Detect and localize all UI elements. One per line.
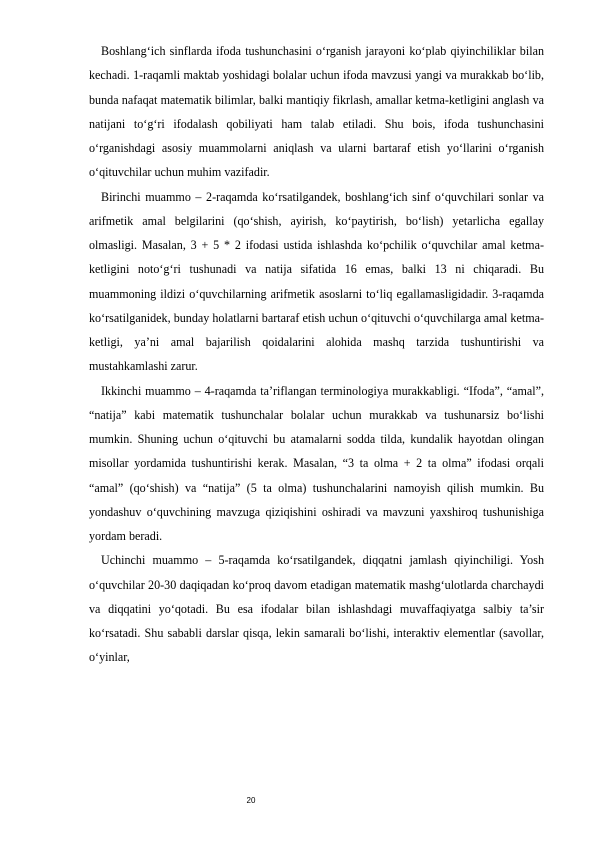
paragraph-second-problem: Ikkinchi muammo – 4-raqamda ta’riflangan terminologiya murakkabligi. “Ifoda”, “amal”, “natija” kabi matematik tushunchalar bolalar uchun murakkab va tushunarsiz bo‘lishi mumkin. Shuning uchun o‘qituvchi bu atamalarni sodda tilda, kundalik hayotdan olingan misollar yordamida tushuntirishi kerak. Masalan, “3 ta olma + 2 ta olma” ifodasi orqali “amal” (qo‘shish) va “natija” (5 ta olma) tushunchalarini namoyish qilish mumkin. Bu yondashuv o‘quvchining mavzuga qiziqishini oshiradi va mavzuni yaxshiroq tushunishiga yordam beradi. — [89, 383, 544, 543]
page-number: 20 — [246, 796, 256, 805]
paragraph-intro: Boshlang‘ich sinflarda ifoda tushunchasini o‘rganish jarayoni ko‘plab qiyinchiliklar bilan kechadi. 1-raqamli maktab yoshidagi bolalar uchun ifoda mavzusi yangi va murakkab bo‘lib, bunda nafaqat matematik bilimlar, balki mantiqiy fikrlash, amallar ketma-ketligini anglash va natijani to‘g‘ri ifodalash qobiliyati ham talab etiladi. Shu bois, ifoda tushunchasini o‘rganishdagi asosiy muammolarni aniqlash va ularni bartaraf etish yo‘llarini o‘rganish o‘qituvchilar uchun muhim vazifadir. — [89, 44, 544, 180]
paragraph-third-problem: Uchinchi muammo – 5-raqamda ko‘rsatilgandek, diqqatni jamlash qiyinchiligi. Yosh o‘quvchilar 20-30 daqiqadan ko‘proq davom etadigan matematik mashg‘ulotlarda charchaydi va diqqatini yo‘qotadi. Bu esa ifodalar bilan ishlashdagi muvaffaqiyatga salbiy ta’sir ko‘rsatadi. Shu sababli darslar qisqa, lekin samarali bo‘lishi, interaktiv elementlar (savollar, o‘yinlar, — [89, 553, 544, 665]
document-body — [89, 39, 544, 670]
paragraph-first-problem: Birinchi muammo – 2-raqamda ko‘rsatilgandek, boshlang‘ich sinf o‘quvchilari sonlar va arifmetik amal belgilarini (qo‘shish, ayirish, ko‘paytirish, bo‘lish) yetarlicha egallay olmasligi. Masalan, 3 + 5 * 2 ifodasi ustida ishlashda ko‘pchilik o‘quvchilar amal ketma-ketligini noto‘g‘ri tushunadi va natija sifatida 16 emas, balki 13 ni chiqaradi. Bu muammoning ildizi o‘quvchilarning arifmetik asoslarni to‘liq egallamasligidadir. 3-raqamda ko‘rsatilganidek, bunday holatlarni bartaraf etish uchun o‘qituvchi o‘quvchilarga amal ketma-ketligi, ya’ni amal bajarilish qoidalarini alohida mashq tarzida tushuntirishi va mustahkamlashi zarur. — [89, 189, 544, 374]
